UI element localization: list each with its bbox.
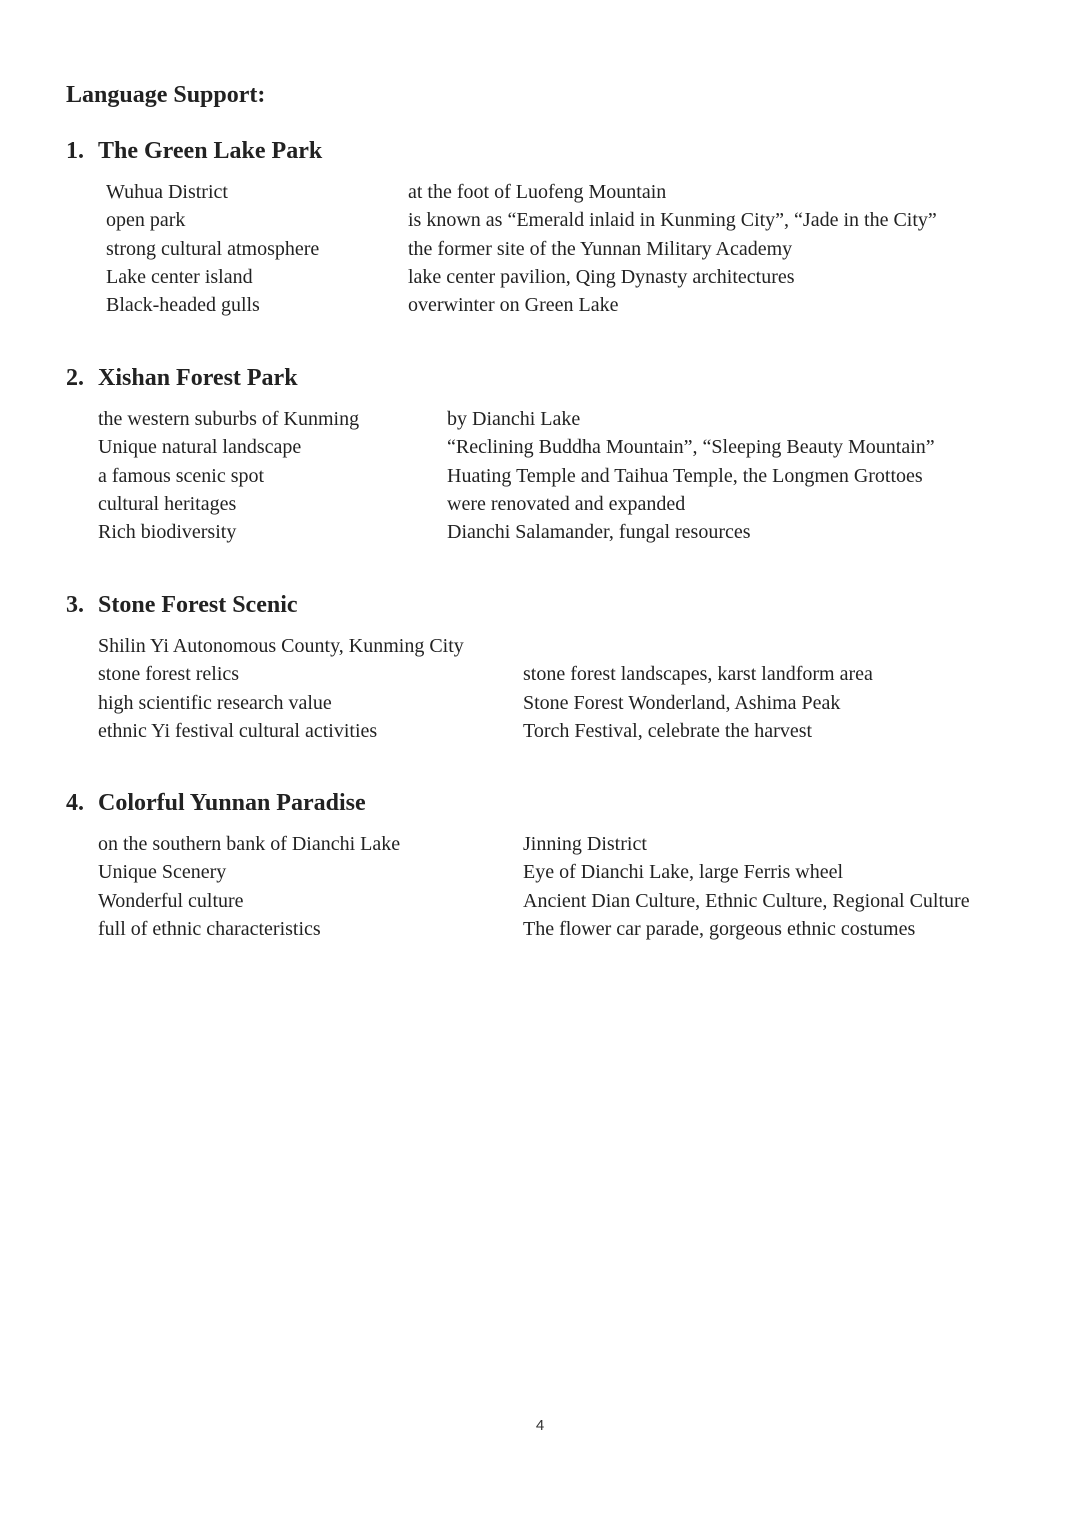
- term-detail: Ancient Dian Culture, Ethnic Culture, Regional Culture: [523, 889, 970, 912]
- term-keyword: strong cultural atmosphere: [106, 237, 320, 260]
- term-detail: is known as “Emerald inlaid in Kunming City”, “Jade in the City”: [408, 209, 937, 232]
- section-title: [66, 590, 1046, 620]
- term-detail: Eye of Dianchi Lake, large Ferris wheel: [523, 861, 844, 884]
- term-detail: the former site of the Yunnan Military Academy: [408, 237, 793, 260]
- section-number: 4.: [66, 790, 84, 816]
- term-detail: Dianchi Salamander, fungal resources: [447, 521, 751, 544]
- term-row: [66, 263, 1046, 291]
- section-number: 3.: [66, 592, 84, 618]
- term-keyword: a famous scenic spot: [98, 464, 265, 487]
- term-row: [66, 717, 1046, 745]
- term-row: [66, 689, 1046, 717]
- term-row: [66, 858, 1046, 886]
- term-row: [66, 887, 1046, 915]
- section-xishan-forest-park: [66, 363, 1046, 546]
- term-keyword: Lake center island: [106, 265, 253, 288]
- term-row: [66, 433, 1046, 461]
- term-row: [66, 660, 1046, 688]
- section-title-text: Colorful Yunnan Paradise: [98, 790, 366, 816]
- term-detail: Huating Temple and Taihua Temple, the Longmen Grottoes: [447, 464, 923, 487]
- term-keyword: on the southern bank of Dianchi Lake: [98, 833, 401, 855]
- term-list: [66, 632, 1046, 745]
- term-detail: were renovated and expanded: [447, 492, 686, 515]
- section-title-text: Stone Forest Scenic: [98, 592, 298, 618]
- section-title: [66, 363, 1046, 393]
- section-number: 1.: [66, 138, 84, 164]
- term-detail: Jinning District: [523, 833, 647, 855]
- term-row: [66, 235, 1046, 263]
- term-list: [66, 178, 1046, 319]
- page-heading: Language Support:: [66, 82, 266, 108]
- term-detail: Torch Festival, celebrate the harvest: [523, 719, 813, 742]
- term-detail: lake center pavilion, Qing Dynasty architectures: [408, 265, 795, 288]
- term-row: [66, 291, 1046, 319]
- section-title-text: The Green Lake Park: [98, 138, 323, 164]
- term-row: [66, 490, 1046, 518]
- section-title-text: Xishan Forest Park: [98, 365, 298, 391]
- page-number: 4: [535, 1417, 545, 1434]
- term-detail: “Reclining Buddha Mountain”, “Sleeping Beauty Mountain”: [447, 436, 935, 459]
- section-green-lake-park: [66, 136, 1046, 319]
- term-keyword: open park: [106, 209, 186, 232]
- term-keyword: ethnic Yi festival cultural activities: [98, 719, 378, 742]
- term-row: [66, 632, 1046, 660]
- term-keyword: Shilin Yi Autonomous County, Kunming City: [98, 635, 464, 657]
- term-keyword: Rich biodiversity: [98, 521, 237, 544]
- term-list: [66, 830, 1046, 943]
- section-colorful-yunnan-paradise: [66, 788, 1046, 943]
- term-detail: at the foot of Luofeng Mountain: [408, 181, 667, 203]
- term-keyword: full of ethnic characteristics: [98, 917, 321, 940]
- term-row: [66, 518, 1046, 546]
- term-row: [66, 178, 1046, 206]
- term-detail: stone forest landscapes, karst landform area: [523, 663, 873, 686]
- section-stone-forest-scenic: [66, 590, 1046, 745]
- term-row: [66, 206, 1046, 234]
- term-keyword: Wonderful culture: [98, 889, 244, 912]
- term-keyword: Wuhua District: [106, 181, 228, 203]
- term-detail: The flower car parade, gorgeous ethnic costumes: [523, 917, 916, 940]
- term-row: [66, 462, 1046, 490]
- term-detail: by Dianchi Lake: [447, 408, 581, 430]
- term-row: [66, 405, 1046, 433]
- term-keyword: Unique natural landscape: [98, 436, 302, 459]
- term-keyword: cultural heritages: [98, 492, 237, 515]
- term-keyword: Black-headed gulls: [106, 294, 260, 317]
- section-number: 2.: [66, 365, 84, 391]
- term-row: [66, 915, 1046, 943]
- term-detail: Stone Forest Wonderland, Ashima Peak: [523, 691, 841, 714]
- section-title: [66, 788, 1046, 818]
- term-keyword: stone forest relics: [98, 663, 240, 686]
- section-title: [66, 136, 1046, 166]
- term-keyword: the western suburbs of Kunming: [98, 408, 360, 430]
- term-list: [66, 405, 1046, 546]
- term-row: [66, 830, 1046, 858]
- term-keyword: high scientific research value: [98, 691, 332, 714]
- term-keyword: Unique Scenery: [98, 861, 227, 884]
- term-detail: overwinter on Green Lake: [408, 294, 619, 317]
